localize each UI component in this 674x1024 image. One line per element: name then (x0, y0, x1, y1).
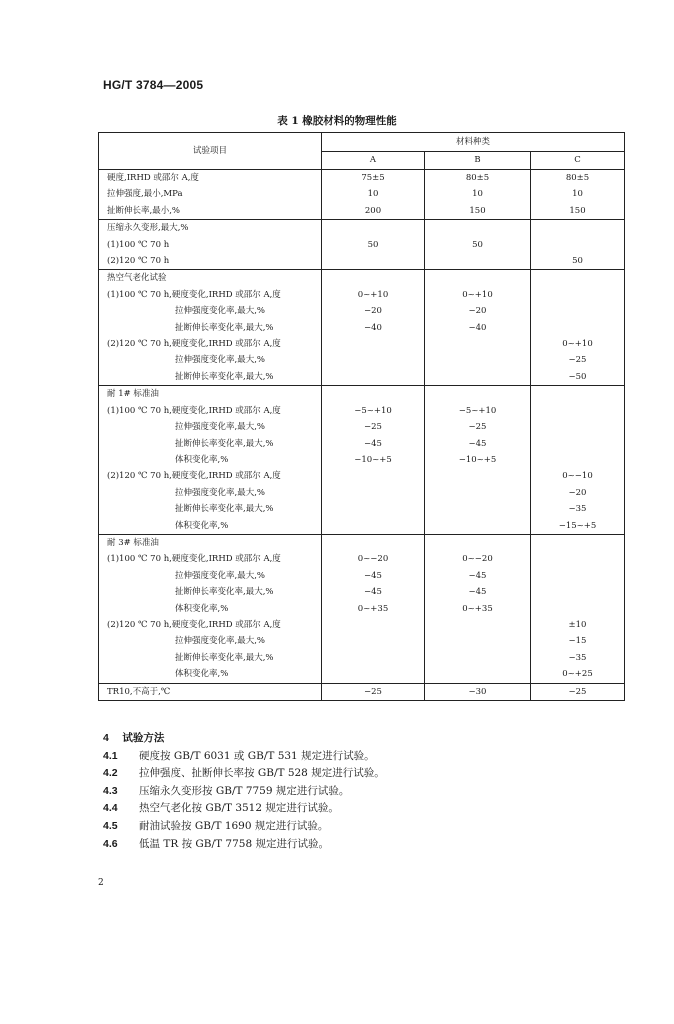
value-cell-c: −25 (531, 683, 625, 700)
test-methods-section (103, 730, 385, 853)
value-cell-a: −25 (322, 419, 425, 435)
value-cell-a: −5~+10 (322, 403, 425, 419)
row-label: 体积变化率,% (99, 518, 322, 535)
value-cell-a (322, 369, 425, 386)
value-cell-b: −45 (425, 436, 531, 452)
table-row (99, 170, 625, 187)
value-cell-a: −45 (322, 436, 425, 452)
value-cell-a: 0~+10 (322, 287, 425, 303)
value-cell-c (531, 386, 625, 403)
row-label: 扯断伸长率变化率,最大,% (99, 584, 322, 600)
table-row (99, 666, 625, 683)
row-label: 拉伸强度变化率,最大,% (99, 303, 322, 319)
value-cell-a (322, 386, 425, 403)
value-cell-b (425, 518, 531, 535)
value-cell-c (531, 320, 625, 336)
table-row (99, 186, 625, 202)
row-label: 拉伸强度变化率,最大,% (99, 352, 322, 368)
row-label: 体积变化率,% (99, 452, 322, 468)
table-row (99, 534, 625, 551)
value-cell-c (531, 220, 625, 237)
table-row (99, 468, 625, 484)
method-item (103, 836, 385, 854)
row-label: (1)100 ℃ 70 h,硬度变化,IRHD 或邵尔 A,度 (99, 403, 322, 419)
value-cell-b (425, 534, 531, 551)
row-label: TR10,不高于,℃ (99, 683, 322, 700)
row-label: 体积变化率,% (99, 601, 322, 617)
method-text: 耐油试验按 GB/T 1690 规定进行试验。 (139, 819, 329, 832)
row-label: 扯断伸长率变化率,最大,% (99, 650, 322, 666)
value-cell-c: 0~+10 (531, 336, 625, 352)
value-cell-b: −5~+10 (425, 403, 531, 419)
header-column-a: A (322, 152, 425, 170)
method-number: 4.2 (103, 767, 118, 780)
value-cell-c: −35 (531, 501, 625, 517)
value-cell-a: −25 (322, 683, 425, 700)
value-cell-b (425, 386, 531, 403)
method-list (103, 748, 385, 854)
value-cell-c (531, 403, 625, 419)
value-cell-b: 0~+10 (425, 287, 531, 303)
row-label: 拉伸强度变化率,最大,% (99, 485, 322, 501)
table-row (99, 237, 625, 253)
value-cell-b (425, 220, 531, 237)
value-cell-b (425, 352, 531, 368)
row-label: 拉伸强度变化率,最大,% (99, 419, 322, 435)
table-row (99, 403, 625, 419)
row-label: 耐 1# 标准油 (99, 386, 322, 403)
row-label: (2)120 ℃ 70 h (99, 253, 322, 270)
value-cell-c: −20 (531, 485, 625, 501)
value-cell-a (322, 352, 425, 368)
table-row (99, 203, 625, 220)
value-cell-a (322, 468, 425, 484)
row-label: (1)100 ℃ 70 h (99, 237, 322, 253)
method-text: 硬度按 GB/T 6031 或 GB/T 531 规定进行试验。 (139, 749, 375, 762)
method-item (103, 818, 385, 836)
value-cell-b (425, 270, 531, 287)
value-cell-c: −25 (531, 352, 625, 368)
section-title: 试验方法 (122, 732, 165, 744)
value-cell-a (322, 633, 425, 649)
value-cell-c: −35 (531, 650, 625, 666)
table-row (99, 419, 625, 435)
value-cell-b: 10 (425, 186, 531, 202)
row-label: 热空气老化试验 (99, 270, 322, 287)
value-cell-c (531, 551, 625, 567)
row-label: (2)120 ℃ 70 h,硬度变化,IRHD 或邵尔 A,度 (99, 468, 322, 484)
table-row (99, 650, 625, 666)
value-cell-c (531, 287, 625, 303)
value-cell-c (531, 568, 625, 584)
row-label: 硬度,IRHD 或邵尔 A,度 (99, 170, 322, 187)
table-row (99, 633, 625, 649)
page-number: 2 (98, 878, 104, 888)
method-text: 热空气老化按 GB/T 3512 规定进行试验。 (139, 802, 339, 815)
value-cell-b: 50 (425, 237, 531, 253)
value-cell-c (531, 584, 625, 600)
row-label: 拉伸强度变化率,最大,% (99, 633, 322, 649)
value-cell-b (425, 666, 531, 683)
value-cell-a: 0~+35 (322, 601, 425, 617)
table-row (99, 336, 625, 352)
physical-properties-table (98, 132, 625, 701)
method-text: 压缩永久变形按 GB/T 7759 规定进行试验。 (139, 784, 350, 797)
row-label: (1)100 ℃ 70 h,硬度变化,IRHD 或邵尔 A,度 (99, 287, 322, 303)
value-cell-c (531, 419, 625, 435)
value-cell-a (322, 270, 425, 287)
value-cell-b (425, 468, 531, 484)
value-cell-a: −45 (322, 584, 425, 600)
value-cell-b: 80±5 (425, 170, 531, 187)
method-text: 低温 TR 按 GB/T 7758 规定进行试验。 (139, 837, 329, 850)
method-number: 4.3 (103, 784, 118, 797)
table-row (99, 287, 625, 303)
table-row (99, 584, 625, 600)
row-label: (1)100 ℃ 70 h,硬度变化,IRHD 或邵尔 A,度 (99, 551, 322, 567)
method-number: 4.1 (103, 749, 118, 762)
header-column-c: C (531, 152, 625, 170)
value-cell-b: −45 (425, 568, 531, 584)
method-item (103, 748, 385, 766)
value-cell-b (425, 369, 531, 386)
method-number: 4.6 (103, 837, 118, 850)
value-cell-a: −10~+5 (322, 452, 425, 468)
value-cell-b (425, 650, 531, 666)
document-standard-id: HG/T 3784—2005 (103, 78, 204, 92)
row-label: 拉伸强度变化率,最大,% (99, 568, 322, 584)
value-cell-a (322, 534, 425, 551)
value-cell-b (425, 617, 531, 633)
table-row (99, 518, 625, 535)
table-row (99, 452, 625, 468)
value-cell-b: 0~−20 (425, 551, 531, 567)
value-cell-c (531, 534, 625, 551)
table-caption: 表 1 橡胶材料的物理性能 (277, 115, 397, 127)
value-cell-c: 10 (531, 186, 625, 202)
method-number: 4.4 (103, 802, 118, 815)
value-cell-a: 50 (322, 237, 425, 253)
value-cell-b: −20 (425, 303, 531, 319)
section-number: 4 (103, 732, 109, 744)
value-cell-a (322, 220, 425, 237)
value-cell-c: ±10 (531, 617, 625, 633)
method-item (103, 800, 385, 818)
value-cell-a (322, 518, 425, 535)
value-cell-a: 200 (322, 203, 425, 220)
value-cell-c (531, 452, 625, 468)
row-label: 扯断伸长率变化率,最大,% (99, 501, 322, 517)
row-label: 扯断伸长率变化率,最大,% (99, 369, 322, 386)
value-cell-a: −20 (322, 303, 425, 319)
value-cell-b: 0~+35 (425, 601, 531, 617)
method-item (103, 765, 385, 783)
value-cell-a: −45 (322, 568, 425, 584)
value-cell-b: −10~+5 (425, 452, 531, 468)
table-row (99, 568, 625, 584)
table-row (99, 551, 625, 567)
row-label: 扯断伸长率,最小,% (99, 203, 322, 220)
value-cell-a: 0~−20 (322, 551, 425, 567)
value-cell-a: 10 (322, 186, 425, 202)
table-row (99, 352, 625, 368)
table-row (99, 436, 625, 452)
value-cell-a: −40 (322, 320, 425, 336)
value-cell-c: 150 (531, 203, 625, 220)
value-cell-a (322, 650, 425, 666)
table-row (99, 270, 625, 287)
table-row (99, 220, 625, 237)
method-item (103, 783, 385, 801)
table-body (99, 170, 625, 701)
table-row (99, 303, 625, 319)
method-text: 拉伸强度、扯断伸长率按 GB/T 528 规定进行试验。 (139, 767, 385, 780)
value-cell-c: 0~+25 (531, 666, 625, 683)
value-cell-c (531, 303, 625, 319)
row-label: (2)120 ℃ 70 h,硬度变化,IRHD 或邵尔 A,度 (99, 336, 322, 352)
value-cell-c: −15 (531, 633, 625, 649)
value-cell-a (322, 501, 425, 517)
value-cell-c (531, 601, 625, 617)
value-cell-b: 150 (425, 203, 531, 220)
value-cell-c (531, 237, 625, 253)
row-label: 体积变化率,% (99, 666, 322, 683)
value-cell-b: −30 (425, 683, 531, 700)
method-number: 4.5 (103, 819, 118, 832)
value-cell-a: 75±5 (322, 170, 425, 187)
value-cell-c: 0~−10 (531, 468, 625, 484)
header-column-b: B (425, 152, 531, 170)
value-cell-c: −15~+5 (531, 518, 625, 535)
row-label: 耐 3# 标准油 (99, 534, 322, 551)
value-cell-c: 80±5 (531, 170, 625, 187)
table-row (99, 253, 625, 270)
value-cell-b (425, 485, 531, 501)
value-cell-b: −40 (425, 320, 531, 336)
table-row (99, 617, 625, 633)
header-test-item: 试验项目 (99, 133, 322, 170)
table-row (99, 386, 625, 403)
value-cell-a (322, 336, 425, 352)
value-cell-c: −50 (531, 369, 625, 386)
row-label: 扯断伸长率变化率,最大,% (99, 320, 322, 336)
section-heading (103, 730, 385, 748)
table-row (99, 485, 625, 501)
value-cell-a (322, 617, 425, 633)
value-cell-a (322, 666, 425, 683)
header-material-type: 材料种类 (322, 133, 625, 152)
row-label: (2)120 ℃ 70 h,硬度变化,IRHD 或邵尔 A,度 (99, 617, 322, 633)
value-cell-b (425, 501, 531, 517)
value-cell-c (531, 436, 625, 452)
row-label: 拉伸强度,最小,MPa (99, 186, 322, 202)
table-row (99, 683, 625, 700)
table-row (99, 601, 625, 617)
value-cell-b: −45 (425, 584, 531, 600)
value-cell-b (425, 633, 531, 649)
value-cell-a (322, 485, 425, 501)
table-row (99, 369, 625, 386)
value-cell-c: 50 (531, 253, 625, 270)
row-label: 扯断伸长率变化率,最大,% (99, 436, 322, 452)
value-cell-b (425, 336, 531, 352)
value-cell-b: −25 (425, 419, 531, 435)
value-cell-a (322, 253, 425, 270)
table-row (99, 320, 625, 336)
value-cell-c (531, 270, 625, 287)
row-label: 压缩永久变形,最大,% (99, 220, 322, 237)
table-row (99, 501, 625, 517)
value-cell-b (425, 253, 531, 270)
